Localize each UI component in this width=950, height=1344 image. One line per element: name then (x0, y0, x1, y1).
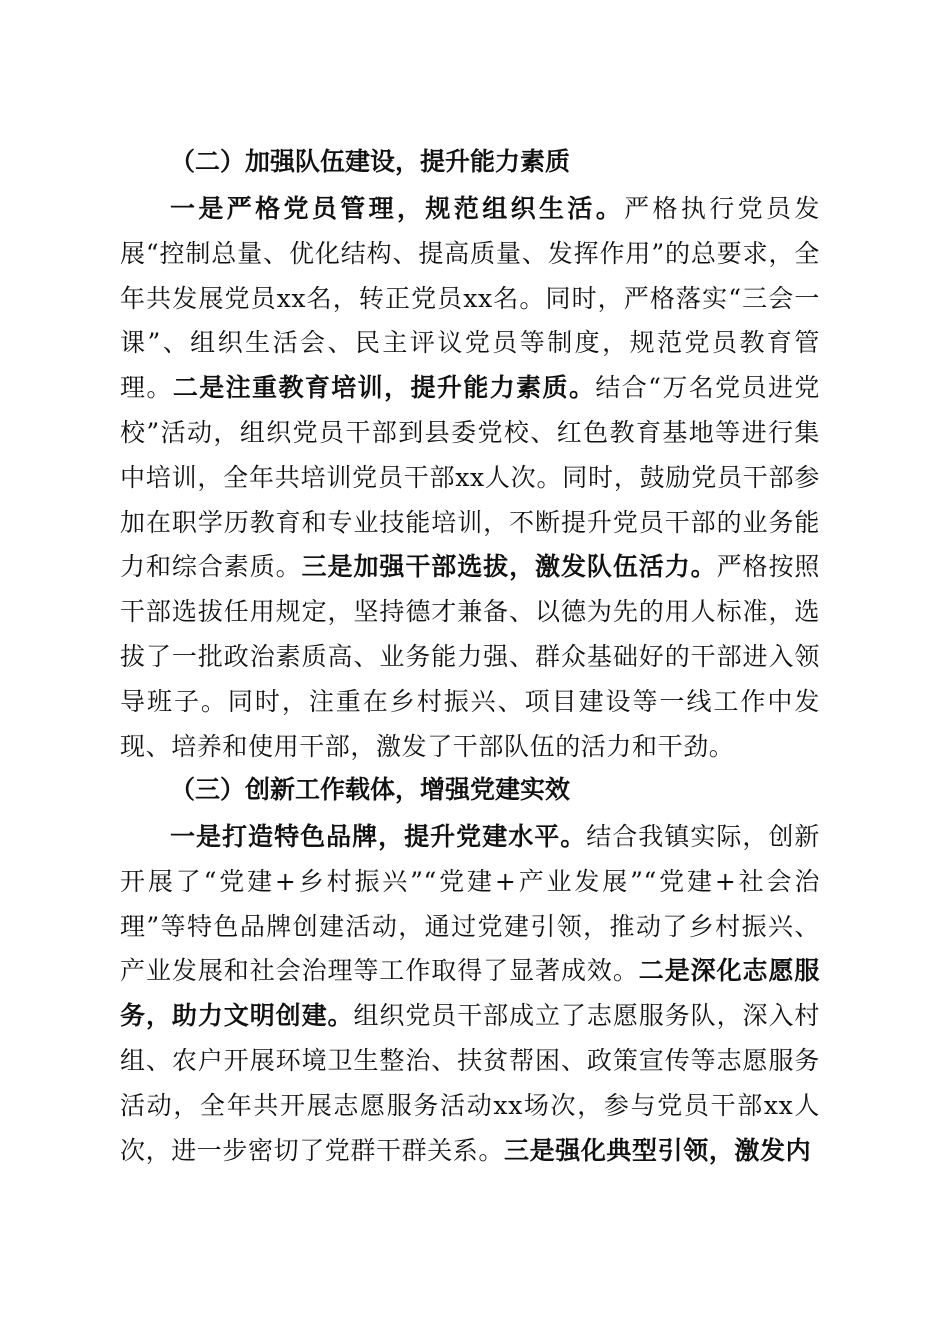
point-3-text: 严格按照干部选拔任用规定，坚持德才兼备、以德为先的用人标准，选拔了一批政治素质高、业务能力强、群众基础好的干部进入领导班子。同时，注重在乡村振兴、项目建设等一线工作中发现、培养和使用干部，激发了干部队伍的活力和干劲。 (120, 552, 821, 761)
point-1-text: 结合我镇实际，创新开展了“党建+乡村振兴”“党建+产业发展”“党建+社会治理”等特色品牌创建活动，通过党建引领，推动了乡村振兴、产业发展和社会治理等工作取得了显著成效。 (120, 822, 820, 986)
point-2-text: 组织党员干部成立了志愿服务队，深入村组、农户开展环境卫生整治、扶贫帮困、政策宣传等志愿服务活动，全年共开展志愿服务活动xx场次，参与党员干部xx人次，进一步密切了党群干群关系。 (120, 1001, 820, 1165)
point-3-title: 三是加强干部选拔，激发队伍活力。 (301, 552, 717, 582)
point-1-title: 一是打造特色品牌，提升党建水平。 (170, 822, 587, 851)
section-3-paragraph (120, 815, 820, 1173)
point-2-title: 二是注重教育培训，提升能力素质。 (172, 373, 596, 403)
section-2-paragraph (120, 187, 820, 769)
section-heading-2: （二）加强队伍建设，提升能力素质 (170, 147, 571, 176)
point-1-text: 严格执行党员发展“控制总量、优化结构、提高质量、发挥作用”的总要求，全年共发展党员xx名，转正党员xx名。同时，严格落实“三会一课”、组织生活会、民主评议党员等制度，规范党员教育管理。 (120, 194, 820, 403)
point-2-title: 二是深化志愿服务，助力文明创建。 (120, 956, 820, 1031)
point-1-title: 一是严格党员管理，规范组织生活。 (170, 194, 625, 223)
point-2-text: 结合“万名党员进党校”活动，组织党员干部到县委党校、红色教育基地等进行集中培训，全年共培训党员干部xx人次。同时，鼓励党员干部参加在职学历教育和专业技能培训，不断提升党员干部的业务能力和综合素质。 (120, 373, 821, 582)
section-heading-3: （三）创新工作载体，增强党建实效 (170, 775, 571, 804)
point-3-title: 三是强化典型引领，激发内 (504, 1135, 812, 1165)
